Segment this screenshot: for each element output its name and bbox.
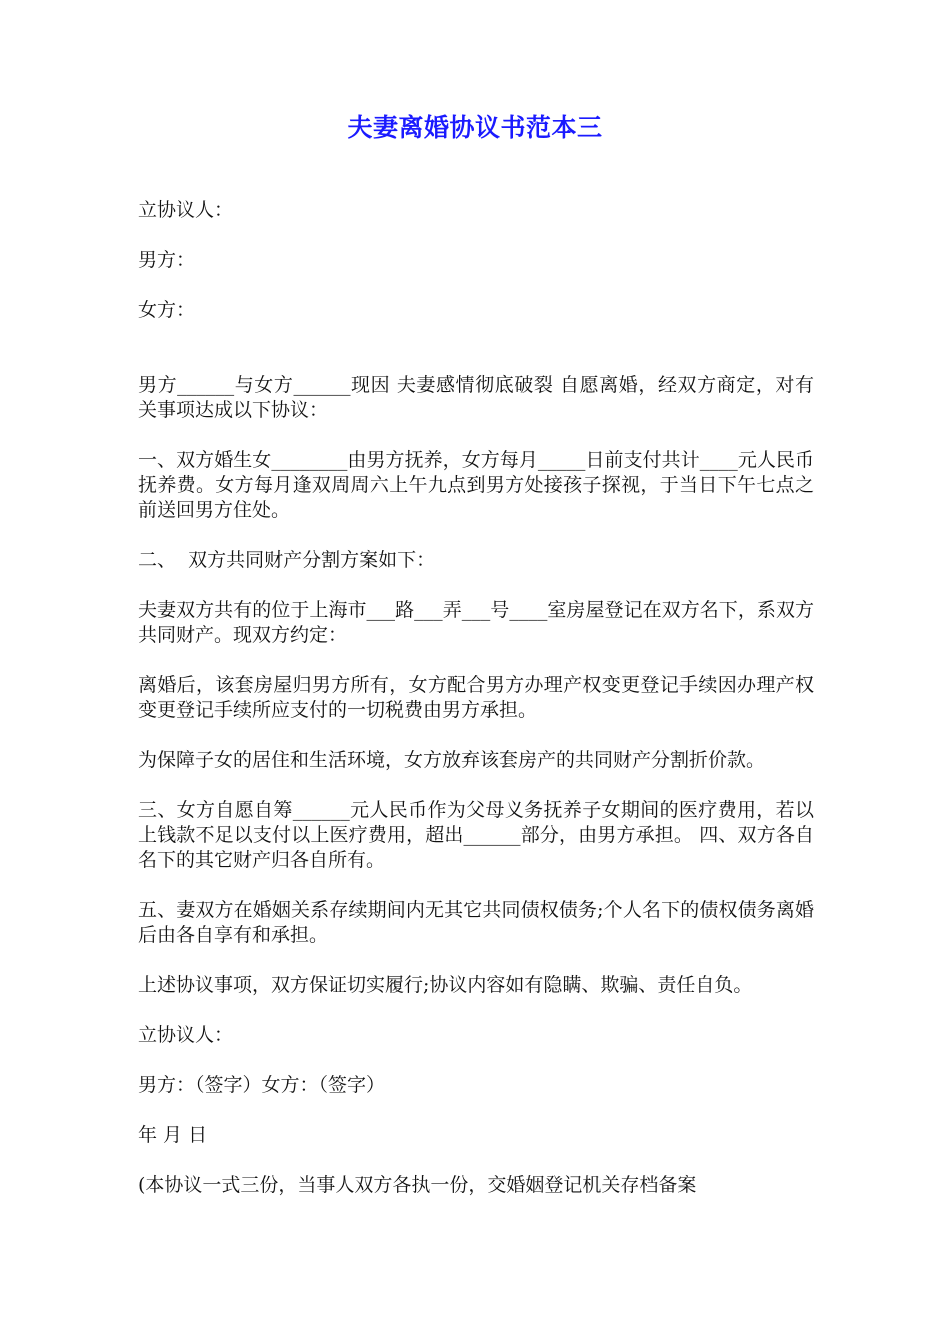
paragraph-clause-2-heading: 二、 双方共同财产分割方案如下： [138,549,436,571]
paragraph-signatories-heading: 立协议人： [138,1024,234,1046]
paragraph-male-party: 男方： [138,249,196,271]
paragraph-signatures: 男方：（签字）女方：（签字） [138,1074,386,1096]
document-body [138,198,814,1198]
paragraph-date: 年 月 日 [138,1124,208,1146]
paragraph-female-party: 女方： [138,299,196,321]
paragraph-guarantee: 上述协议事项，双方保证切实履行;协议内容如有隐瞒、欺骗、责任自负。 [138,974,753,996]
paragraph-property: 夫妻双方共有的位于上海市___路___弄___号____室房屋登记在双方名下，系双方共同财产。现双方约定： [138,599,814,646]
paragraph-clause-5: 五、妻双方在婚姻关系存续期间内无其它共同债权债务;个人名下的债权债务离婚后由各自享有和承担。 [138,899,814,946]
paragraph-clause-1: 一、双方婚生女________由男方抚养，女方每月_____日前支付共计____元人民币抚养费。女方每月逢双周周六上午九点到男方处接孩子探视，于当日下午七点之前送回男方住处。 [138,449,814,521]
paragraph-parties-heading: 立协议人： [138,199,234,221]
paragraph-preamble: 男方______与女方______现因 夫妻感情彻底破裂 自愿离婚，经双方商定，对有关事项达成以下协议： [138,374,814,421]
paragraph-waiver: 为保障子女的居住和生活环境，女方放弃该套房产的共同财产分割折价款。 [138,749,766,771]
paragraph-clause-3-4: 三、女方自愿自筹______元人民币作为父母义务抚养子女期间的医疗费用，若以上钱款不足以支付以上医疗费用，超出______部分，由男方承担。 四、双方各自名下的其它财产归各自所有。 [138,799,814,871]
paragraph-copies-note: (本协议一式三份，当事人双方各执一份，交婚姻登记机关存档备案 [138,1174,697,1196]
document-title: 夫妻离婚协议书范本三 [347,113,603,142]
paragraph-house-ownership: 离婚后，该套房屋归男方所有，女方配合男方办理产权变更登记手续因办理产权变更登记手续所应支付的一切税费由男方承担。 [138,674,814,721]
